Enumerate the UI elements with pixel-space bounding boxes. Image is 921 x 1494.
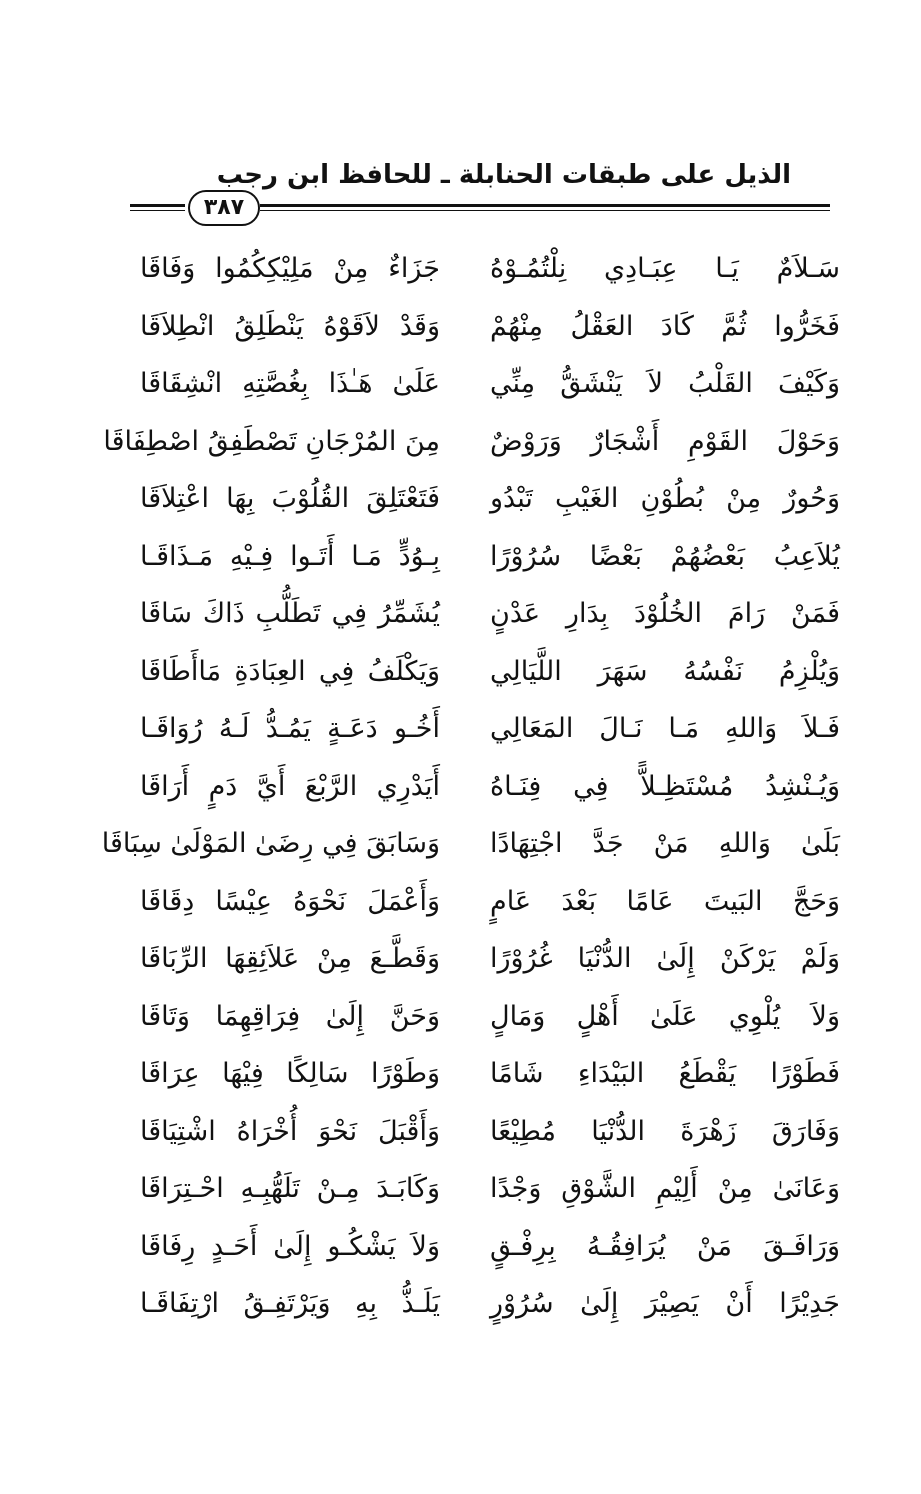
verse [140, 528, 840, 586]
verse-second-hemistich: وَلاَ يَشْكُـو إِلَىٰ أَحَـدٍ رِفَاقَا [140, 1230, 440, 1262]
verse-first-hemistich: يُلاَعِبُ بَعْضُهُمْ بَعْضًا سُرُوْرًا [490, 540, 840, 572]
running-header: الذيل على طبقات الحنابلة ـ للحافظ ابن رجب [216, 160, 791, 190]
verse [140, 1160, 840, 1218]
verse-second-hemistich: وَقَدْ لاَقَوْهُ يَنْطَلِقُ انْطِلاَقَا [140, 310, 440, 342]
verse [140, 643, 840, 701]
verse-second-hemistich: جَزَاءٌ مِنْ مَلِيْكِكُمُوا وَفَاقَا [140, 253, 440, 284]
verse-second-hemistich: وَقَطَّـعَ مِنْ عَلاَئِقِهَا الرِّبَاقَا [140, 943, 440, 974]
verse [140, 355, 840, 413]
verse [103, 413, 840, 471]
verse-second-hemistich: وَيَكْلَفُ فِي العِبَادَةِ مَاأَطَاقَا [140, 655, 440, 687]
verse-second-hemistich: مِنَ المُرْجَانِ تَصْطَفِقُ اصْطِفَاقَا [103, 425, 440, 457]
verse-first-hemistich: وَلَمْ يَرْكَنْ إِلَىٰ الدُّنْيَا غُرُوْرًا [490, 943, 840, 974]
header-rule-left-line [130, 204, 185, 211]
verse-first-hemistich: وَحَجَّ البَيتَ عَامًا بَعْدَ عَامٍ [490, 885, 840, 917]
verse-first-hemistich: فَخَرُّوا ثُمَّ كَادَ العَقْلُ مِنْهُمْ [490, 310, 840, 342]
verse-second-hemistich: وَأَعْمَلَ نَحْوَهُ عِيْسًا دِقَاقَا [140, 885, 440, 917]
verse-second-hemistich: فَتَعْتَلِقَ القُلُوْبَ بِهَا اعْتِلاَقَا [140, 483, 440, 514]
verse [140, 1218, 840, 1276]
verse [140, 1045, 840, 1103]
verse-second-hemistich: بِـوُدٍّ مَـا أَتَـوا فِـيْهِ مَـذَاقَـا [140, 540, 440, 572]
verse-second-hemistich: أَيَدْرِي الرَّبْعَ أَيَّ دَمٍ أَرَاقَا [140, 770, 440, 802]
header-rule [130, 190, 830, 230]
page-number: ٣٨٧ [188, 190, 260, 226]
verse [140, 930, 840, 988]
verse-first-hemistich: وَكَيْفَ القَلْبُ لاَ يَنْشَقُّ مِنِّي [490, 368, 840, 399]
verse-first-hemistich: فَـلاَ وَاللهِ مَـا نَـالَ المَعَالِي [490, 713, 840, 744]
verse-second-hemistich: أَخُـو دَعَـةٍ يَمُـدُّ لَـهُ رُوَاقَـا [140, 713, 440, 744]
verse-first-hemistich: وَلاَ يُلْوِي عَلَىٰ أَهْلٍ وَمَالٍ [490, 1000, 840, 1032]
verse [101, 815, 840, 873]
verse [140, 240, 840, 298]
verse [140, 298, 840, 356]
verse-second-hemistich: عَلَىٰ هَـٰذَا بِغُصَّتِهِ انْشِقَاقَا [140, 368, 440, 399]
poem [101, 240, 840, 1333]
verse [140, 700, 840, 758]
verse [140, 470, 840, 528]
verse-first-hemistich: سَـلاَمٌ يَـا عِبَـادِي نِلْتُمُـوْهُ [490, 253, 840, 284]
verse-first-hemistich: وَحُورٌ مِنْ بُطُوْنِ الغَيْبِ تَبْدُو [490, 483, 840, 514]
verse-second-hemistich: وَحَنَّ إِلَىٰ فِرَاقِهِمَا وَتَاقَا [140, 1000, 440, 1032]
verse [140, 585, 840, 643]
verse-second-hemistich: يُشَمِّرُ فِي تَطَلُّبِ ذَاكَ سَاقَا [140, 598, 440, 629]
verse [140, 873, 840, 931]
verse-second-hemistich: وَطَوْرًا سَالِكًا فِيْهَا عِرَاقَا [140, 1058, 440, 1089]
verse-first-hemistich: وَيُلْزِمُ نَفْسُهُ سَهَرَ اللَّيَالِي [490, 655, 840, 687]
verse [140, 758, 840, 816]
verse-first-hemistich: وَيُـنْشِدُ مُسْتَظِـلاًّ فِي فِنَـاهُ [490, 770, 840, 802]
verse-first-hemistich: جَدِيْرًا أَنْ يَصِيْرَ إِلَىٰ سُرُوْرٍ [490, 1288, 840, 1319]
verse-first-hemistich: وَرَافَـقَ مَنْ يُرَافِقُـهُ بِرِفْـقٍ [490, 1230, 840, 1262]
verse-first-hemistich: وَحَوْلَ القَوْمِ أَشْجَارٌ وَرَوْضٌ [490, 425, 840, 457]
header-rule-right-line [260, 204, 830, 211]
verse-second-hemistich: وَسَابَقَ فِي رِضَىٰ المَوْلَىٰ سِبَاقَا [101, 828, 440, 859]
verse-first-hemistich: فَطَوْرًا يَقْطَعُ البَيْدَاءِ شَامًا [490, 1058, 840, 1089]
verse [140, 1103, 840, 1161]
verse-first-hemistich: بَلَىٰ وَاللهِ مَنْ جَدَّ اجْتِهَادًا [490, 828, 840, 859]
verse-second-hemistich: وَأَقْبَلَ نَحْوَ أُخْرَاهُ اشْتِيَاقَا [140, 1115, 440, 1147]
verse [140, 1275, 840, 1333]
verse [140, 988, 840, 1046]
verse-first-hemistich: وَفَارَقَ زَهْرَةَ الدُّنْيَا مُطِيْعًا [490, 1115, 840, 1147]
verse-second-hemistich: يَلَـذُّ بِهِ وَيَرْتَفِـقُ ارْتِفَاقَـا [140, 1288, 440, 1319]
verse-first-hemistich: فَمَنْ رَامَ الخُلُوْدَ بِدَارِ عَدْنٍ [490, 598, 840, 629]
verse-first-hemistich: وَعَانَىٰ مِنْ أَلِيْمِ الشَّوْقِ وَجْدًا [490, 1173, 840, 1204]
verse-second-hemistich: وَكَابَـدَ مِـنْ تَلَهُّبِـهِ احْـتِرَاقَا [140, 1173, 440, 1204]
